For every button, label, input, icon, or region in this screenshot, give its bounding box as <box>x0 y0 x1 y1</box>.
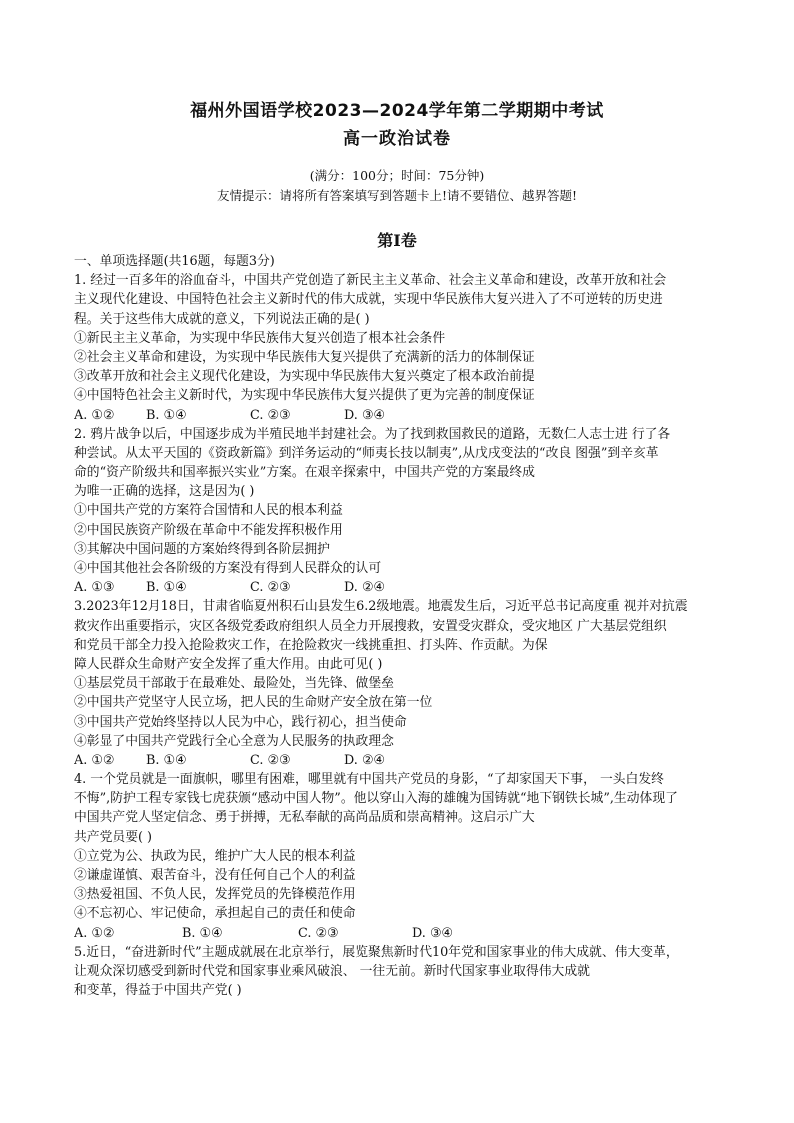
question-line: 救灾作出重要指示，灾区各级党委政府组织人员全力开展搜救，安置受灾群众，受灾地区 广大基层党组织 <box>74 618 667 634</box>
friendly-tip: 友情提示：请将所有答案填写到答题卡上!请不要错位、越界答题! <box>216 188 578 203</box>
question-line: ④中国特色社会主义新时代，为实现中华民族伟大复兴提供了更为完善的制度保证 <box>74 388 535 404</box>
question-line: ②谦虚谨慎、艰苦奋斗，没有任何自己个人的利益 <box>74 868 356 883</box>
answer-option: D. ②④ <box>344 580 385 596</box>
question-line: 程。关于这些伟大成就的意义，下列说法正确的是( ) <box>74 311 370 327</box>
question-list <box>74 252 746 1000</box>
answer-option: A. ①③ <box>74 580 115 596</box>
options-row <box>74 578 746 597</box>
exam-title: 福州外国语学校2023—2024学年第二学期期中考试 <box>190 101 604 121</box>
options-row <box>74 406 746 425</box>
question-line: ③改革开放和社会主义现代化建设，为实现中华民族伟大复兴奠定了根本政治前提 <box>74 369 535 385</box>
exam-subtitle: 高一政治试卷 <box>343 129 451 149</box>
question-line: ④彰显了中国共产党践行全心全意为人民服务的执政理念 <box>74 733 394 749</box>
question-line: ①新民主主义革命，为实现中华民族伟大复兴创造了根本社会条件 <box>74 330 446 346</box>
question-line: ①中国共产党的方案符合国情和人民的根本利益 <box>74 503 343 519</box>
question-line: 主义现代化建设、中国特色社会主义新时代的伟大成就，实现中华民族伟大复兴进入了不可逆转的历史进 <box>74 292 663 308</box>
question-line: ②中国共产党坚守人民立场，把人民的生命财产安全放在第一位 <box>74 695 433 711</box>
question-line: ①立党为公、执政为民，维护广大人民的根本利益 <box>74 848 356 864</box>
question-stem: 2. 鸦片战争以后，中国逐步成为半殖民地半封建社会。为了找到救国救民的道路，无数仁人志士进 行了各 <box>74 426 671 442</box>
question-line: 和党员干部全力投入抢险救灾工作，在抢险救灾一线挑重担、打头阵、作贡献。为保 <box>74 637 548 653</box>
answer-option: B. ①④ <box>146 407 187 423</box>
answer-option: D. ③④ <box>344 407 385 423</box>
options-row <box>74 751 746 770</box>
question-line: 命的“资产阶级共和国率振兴实业”方案。在艰辛探索中，中国共产党的方案最终成 <box>74 465 535 481</box>
answer-option: D. ②④ <box>344 752 385 768</box>
question-line: 中国共产党人坚定信念、勇于拼搏，无私奉献的高尚品质和崇高精神。这启示广大 <box>74 810 535 826</box>
answer-option: A. ①② <box>74 925 115 941</box>
question-line: 不悔”,防护工程专家钱七虎获颁“感动中国人物”。他以穿山入海的雄魄为国铸就“地下钢铁长城”,生动体现了 <box>74 791 678 807</box>
answer-option: A. ①② <box>74 407 115 423</box>
question-line: 和变革，得益于中国共产党( ) <box>74 983 242 999</box>
answer-option: C. ②③ <box>250 580 291 596</box>
answer-option: A. ①② <box>74 752 115 768</box>
answer-option: B. ①④ <box>146 752 187 768</box>
question-line: 障人民群众生命财产安全发挥了重大作用。由此可见( ) <box>74 656 383 672</box>
question-line: 种尝试。从太平天国的《资政新篇》到洋务运动的“师夷长技以制夷”,从戊戌变法的“改良 图强”到辛亥革 <box>74 445 659 461</box>
question-stem: 5.近日，“奋进新时代”主题成就展在北京举行，展览聚焦新时代10年党和国家事业的伟大成就、伟大变革， <box>74 944 679 960</box>
answer-option: B. ①④ <box>182 925 223 941</box>
question-stem: 4. 一个党员就是一面旗帜，哪里有困难，哪里就有中国共产党员的身影，“了却家国天下事， 一头白发终 <box>74 772 664 788</box>
question-line: ③其解决中国问题的方案始终得到各阶层拥护 <box>74 541 330 557</box>
question-line: ③热爱祖国、不负人民，发挥党员的先锋模范作用 <box>74 887 356 903</box>
question-line: ④不忘初心、牢记使命，承担起自己的责任和使命 <box>74 906 356 922</box>
question-line: ②社会主义革命和建设，为实现中华民族伟大复兴提供了充满新的活力的体制保证 <box>74 349 535 365</box>
question-line: ④中国其他社会各阶级的方案没有得到人民群众的认可 <box>74 561 382 576</box>
question-stem: 3.2023年12月18日，甘肃省临夏州积石山县发生6.2级地震。地震发生后，习近平总书记高度重 视并对抗震 <box>74 599 688 615</box>
question-line: ①基层党员干部敢于在最难处、最险处，当先锋、做堡垒 <box>74 676 394 692</box>
score-time-info: (满分：100分；时间：75分钟) <box>309 168 485 183</box>
part-title: 一、单项选择题(共16题，每题3分) <box>74 254 275 269</box>
question-line: ②中国民族资产阶级在革命中不能发挥积极作用 <box>74 522 343 538</box>
question-line: 共产党员要( ) <box>74 829 153 845</box>
question-line: 让观众深切感受到新时代党和国家事业乘风破浪、 一往无前。新时代国家事业取得伟大成就 <box>74 963 590 979</box>
answer-option: B. ①④ <box>146 580 187 596</box>
question-stem: 1. 经过一百多年的浴血奋斗，中国共产党创造了新民主主义革命、社会主义革命和建设，改革开放和社会 <box>74 273 667 289</box>
question-line: 为唯一正确的选择，这是因为( ) <box>74 484 255 500</box>
answer-option: C. ②③ <box>250 752 291 768</box>
answer-option: D. ③④ <box>412 925 453 941</box>
answer-option: C. ②③ <box>298 925 339 941</box>
options-row <box>74 924 746 943</box>
answer-option: C. ②③ <box>250 407 291 423</box>
question-line: ③中国共产党始终坚持以人民为中心，践行初心，担当使命 <box>74 714 407 730</box>
section-title: 第I卷 <box>377 231 417 250</box>
